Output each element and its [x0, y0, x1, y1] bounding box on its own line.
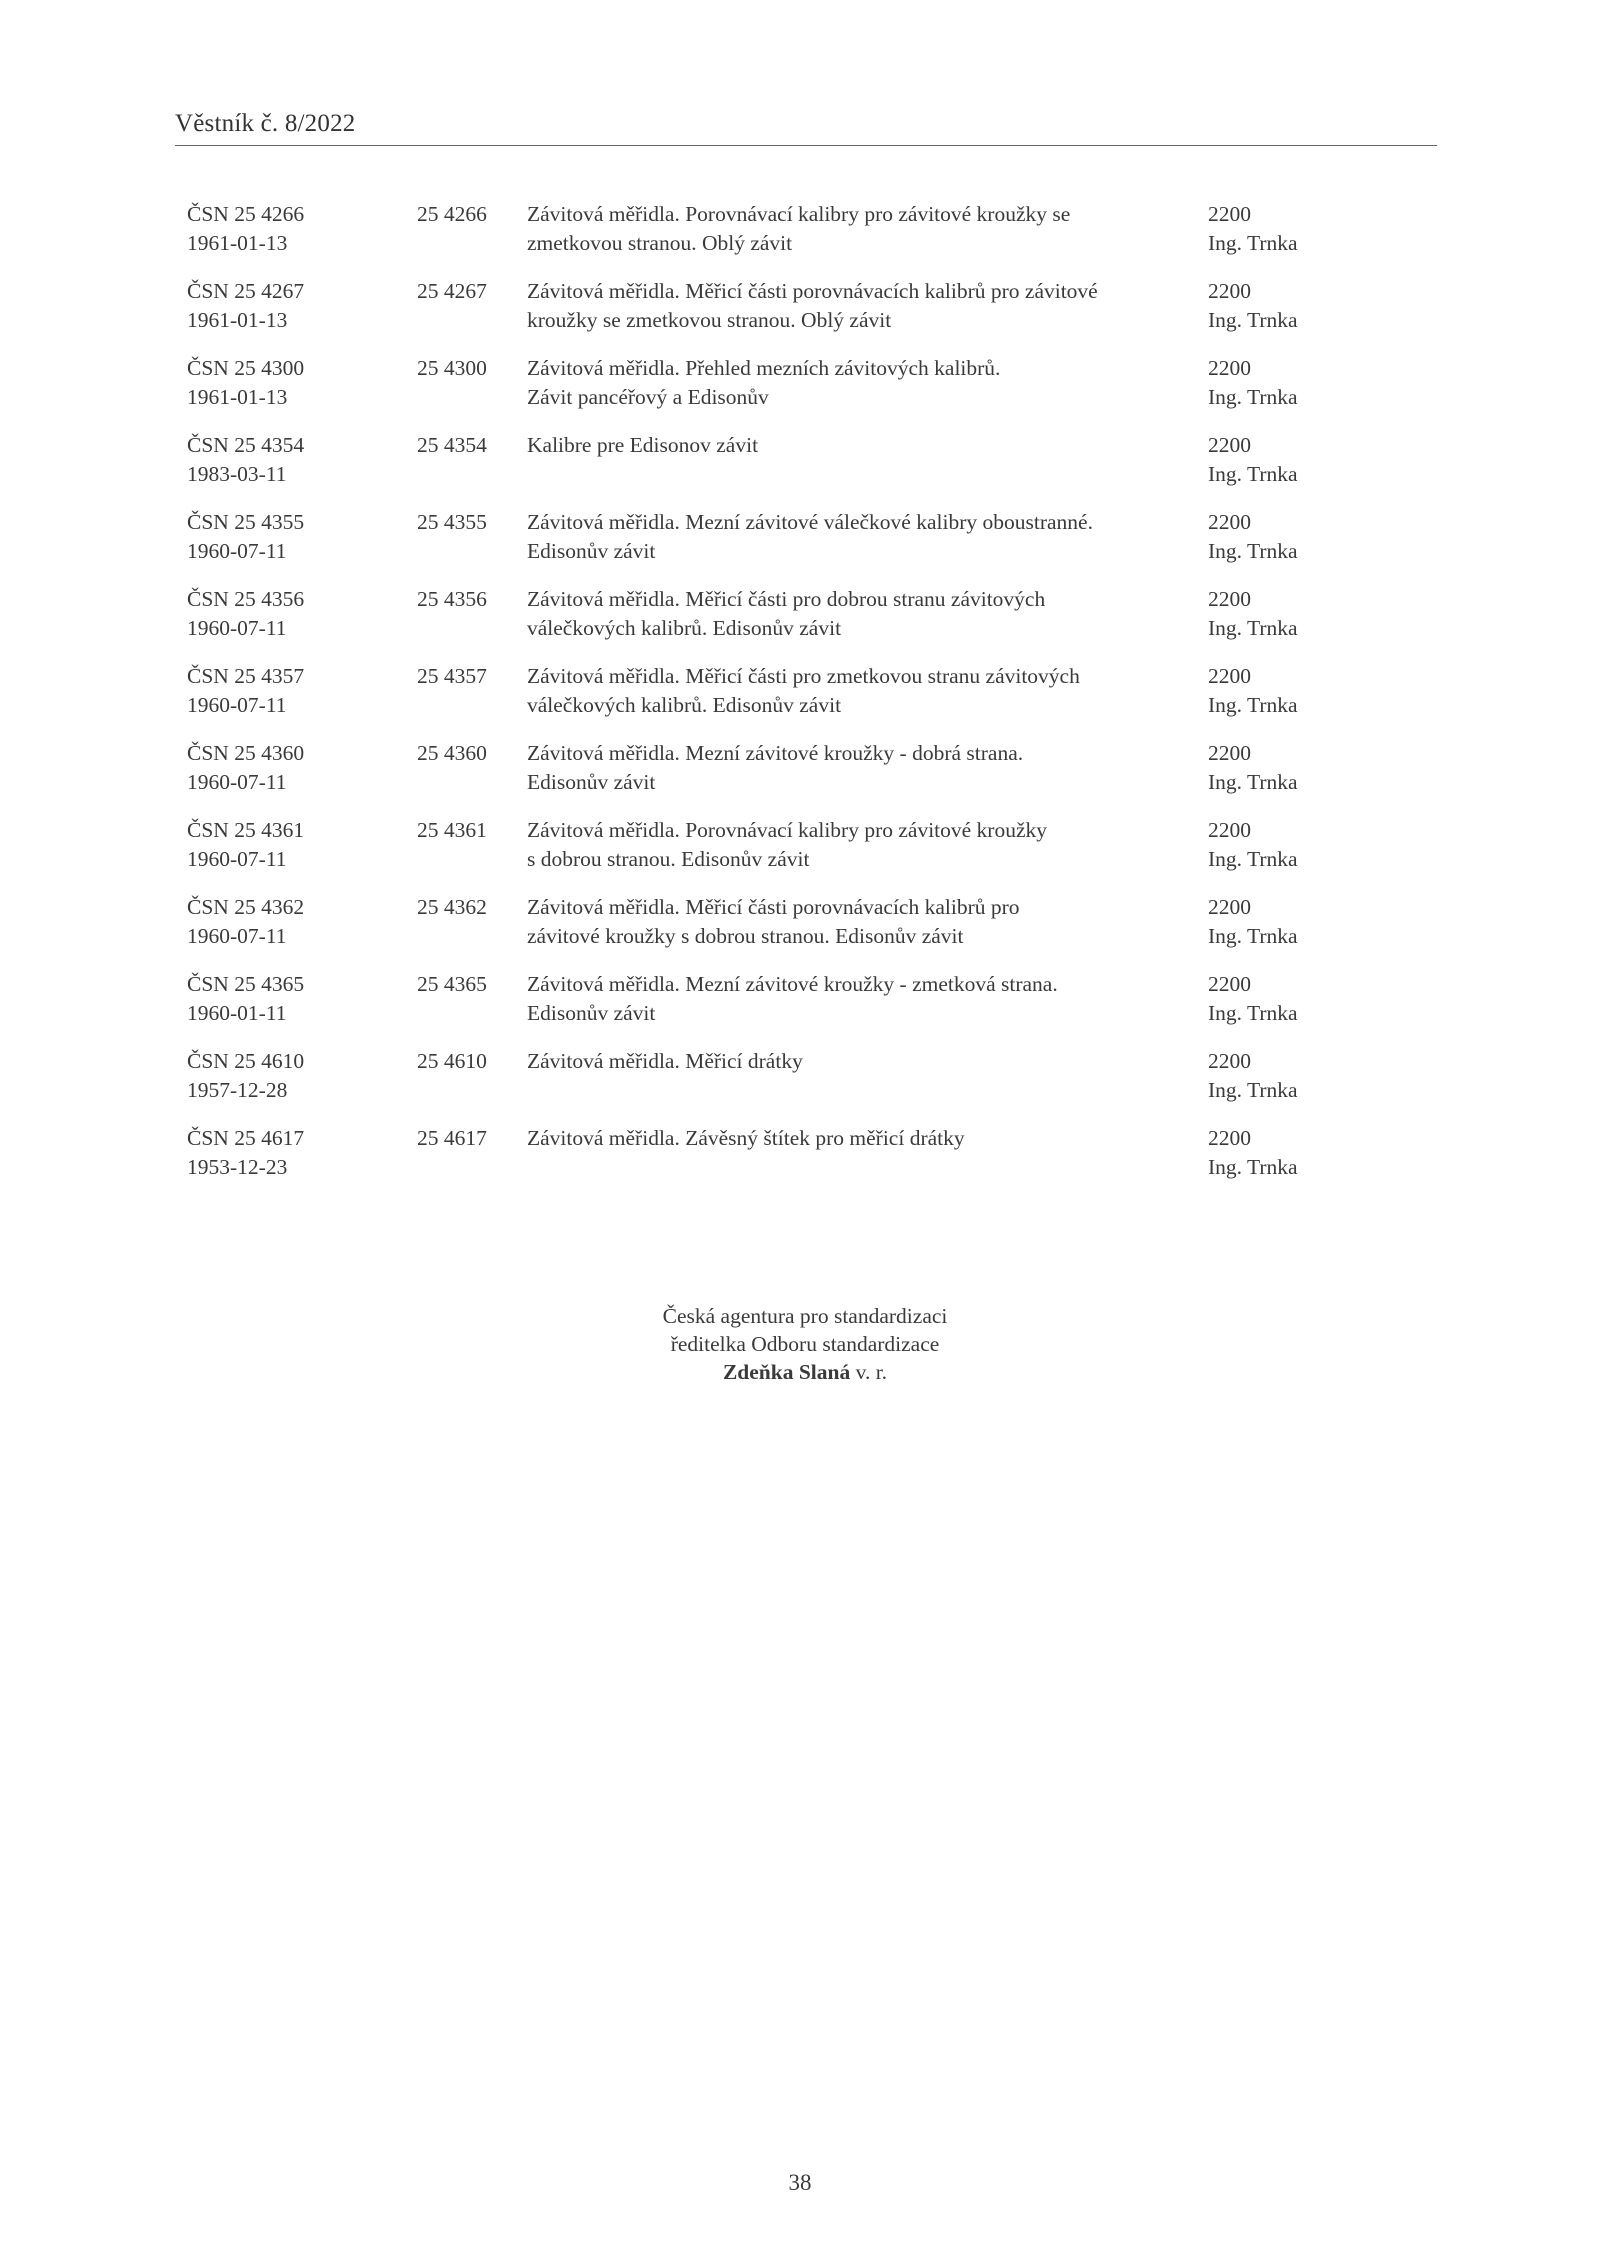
standard-code: ČSN 25 4267 [187, 279, 305, 303]
standard-code: ČSN 25 4360 [187, 741, 305, 765]
standard-title-line: válečkových kalibrů. Edisonův závit [527, 616, 842, 640]
table-row [187, 277, 1337, 354]
standard-person: Ing. Trnka [1208, 385, 1298, 409]
standard-title-line: Závitová měřidla. Měřicí části pro dobrou stranu závitových [527, 587, 1046, 611]
standard-meta-cell [1208, 970, 1318, 1028]
standard-value: 2200 [1208, 356, 1251, 380]
standard-number: 25 4610 [417, 1049, 487, 1073]
standard-title-cell [527, 739, 1207, 797]
standard-title-line: s dobrou stranou. Edisonův závit [527, 847, 810, 871]
standard-id-cell [187, 1047, 407, 1105]
standard-number-cell [417, 354, 512, 383]
standard-title-cell [527, 893, 1207, 951]
standard-title-line: Závitová měřidla. Závěsný štítek pro měřicí drátky [527, 1126, 965, 1150]
table-row [187, 431, 1337, 508]
standard-date: 1960-07-11 [187, 924, 287, 948]
standard-person: Ing. Trnka [1208, 924, 1298, 948]
table-row [187, 354, 1337, 431]
standard-date: 1960-07-11 [187, 847, 287, 871]
standard-person: Ing. Trnka [1208, 308, 1298, 332]
standard-title-line: Edisonův závit [527, 539, 656, 563]
standard-number-cell [417, 1124, 512, 1153]
page-header: Věstník č. 8/2022 [175, 110, 356, 137]
standard-title-cell [527, 277, 1207, 335]
standard-title-line: Závitová měřidla. Měřicí části pro zmetkovou stranu závitových [527, 664, 1080, 688]
standard-date: 1960-07-11 [187, 616, 287, 640]
standard-person: Ing. Trnka [1208, 770, 1298, 794]
standard-date: 1953-12-23 [187, 1155, 288, 1179]
table-row [187, 816, 1337, 893]
standard-value: 2200 [1208, 818, 1251, 842]
standards-list [187, 200, 1337, 1201]
standard-number-cell [417, 585, 512, 614]
standard-meta-cell [1208, 277, 1318, 335]
standard-person: Ing. Trnka [1208, 693, 1298, 717]
standard-number-cell [417, 970, 512, 999]
standard-date: 1960-07-11 [187, 693, 287, 717]
standard-code: ČSN 25 4356 [187, 587, 305, 611]
standard-id-cell [187, 970, 407, 1028]
standard-title-line: Závitová měřidla. Mezní závitové kroužky - zmetková strana. [527, 972, 1058, 996]
standard-date: 1960-07-11 [187, 539, 287, 563]
table-row [187, 1124, 1337, 1201]
standard-title-cell [527, 508, 1207, 566]
standard-meta-cell [1208, 662, 1318, 720]
standard-number: 25 4267 [417, 279, 487, 303]
standard-code: ČSN 25 4266 [187, 202, 305, 226]
standard-number-cell [417, 893, 512, 922]
standard-number: 25 4355 [417, 510, 487, 534]
standard-title-line: Kalibre pre Edisonov závit [527, 433, 759, 457]
standard-code: ČSN 25 4365 [187, 972, 305, 996]
standard-person: Ing. Trnka [1208, 462, 1298, 486]
standard-number: 25 4361 [417, 818, 487, 842]
standard-title-cell [527, 662, 1207, 720]
standard-code: ČSN 25 4355 [187, 510, 305, 534]
standard-number: 25 4360 [417, 741, 487, 765]
standard-number-cell [417, 816, 512, 845]
table-row [187, 585, 1337, 662]
standard-value: 2200 [1208, 433, 1251, 457]
standard-value: 2200 [1208, 1126, 1251, 1150]
standard-title-cell [527, 585, 1207, 643]
standard-code: ČSN 25 4361 [187, 818, 305, 842]
standard-title-cell [527, 200, 1207, 258]
standard-meta-cell [1208, 1047, 1318, 1105]
standard-number: 25 4300 [417, 356, 487, 380]
standard-title-line: Závitová měřidla. Mezní závitové kroužky - dobrá strana. [527, 741, 1024, 765]
standard-title-cell [527, 431, 1207, 460]
standard-number-cell [417, 739, 512, 768]
standard-id-cell [187, 277, 407, 335]
standard-value: 2200 [1208, 972, 1251, 996]
standard-meta-cell [1208, 739, 1318, 797]
standard-value: 2200 [1208, 202, 1251, 226]
table-row [187, 1047, 1337, 1124]
table-row [187, 200, 1337, 277]
page-number: 38 [788, 2170, 812, 2195]
standard-code: ČSN 25 4617 [187, 1126, 305, 1150]
standard-title-cell [527, 816, 1207, 874]
standard-title-line: Závitová měřidla. Porovnávací kalibry pro závitové kroužky se [527, 202, 1071, 226]
standard-number-cell [417, 277, 512, 306]
standard-title-line: Závitová měřidla. Měřicí drátky [527, 1049, 803, 1073]
signature-name: Zdeňka Slaná [722, 1360, 851, 1384]
standard-id-cell [187, 431, 407, 489]
standard-number: 25 4362 [417, 895, 487, 919]
standard-code: ČSN 25 4362 [187, 895, 305, 919]
standard-date: 1961-01-13 [187, 308, 288, 332]
standard-title-line: kroužky se zmetkovou stranou. Oblý závit [527, 308, 892, 332]
table-row [187, 662, 1337, 739]
standard-value: 2200 [1208, 895, 1251, 919]
standard-meta-cell [1208, 508, 1318, 566]
standard-code: ČSN 25 4300 [187, 356, 305, 380]
standard-id-cell [187, 585, 407, 643]
standard-title-cell [527, 970, 1207, 1028]
standard-title-cell [527, 1047, 1207, 1076]
standard-person: Ing. Trnka [1208, 1155, 1298, 1179]
standard-date: 1960-01-11 [187, 1001, 287, 1025]
standard-id-cell [187, 508, 407, 566]
signature-block [600, 1302, 1010, 1386]
standard-value: 2200 [1208, 1049, 1251, 1073]
standard-number: 25 4365 [417, 972, 487, 996]
standard-id-cell [187, 1124, 407, 1182]
standard-value: 2200 [1208, 741, 1251, 765]
standard-number-cell [417, 1047, 512, 1076]
standard-id-cell [187, 893, 407, 951]
standard-number: 25 4266 [417, 202, 487, 226]
signature-role: ředitelka Odboru standardizace [670, 1332, 940, 1356]
standard-person: Ing. Trnka [1208, 1001, 1298, 1025]
standard-title-line: válečkových kalibrů. Edisonův závit [527, 693, 842, 717]
standard-title-line: Edisonův závit [527, 1001, 656, 1025]
standard-title-cell [527, 1124, 1207, 1153]
standard-date: 1983-03-11 [187, 462, 287, 486]
standard-title-line: Závit pancéřový a Edisonův [527, 385, 769, 409]
signature-organization: Česká agentura pro standardizaci [662, 1304, 948, 1328]
standard-code: ČSN 25 4354 [187, 433, 305, 457]
standard-number: 25 4354 [417, 433, 487, 457]
standard-meta-cell [1208, 816, 1318, 874]
standard-meta-cell [1208, 1124, 1318, 1182]
standard-person: Ing. Trnka [1208, 616, 1298, 640]
standard-title-line: Závitová měřidla. Měřicí části porovnávacích kalibrů pro [527, 895, 1020, 919]
standard-meta-cell [1208, 893, 1318, 951]
standard-meta-cell [1208, 585, 1318, 643]
standard-date: 1961-01-13 [187, 385, 288, 409]
standard-number: 25 4617 [417, 1126, 487, 1150]
standard-id-cell [187, 816, 407, 874]
standard-value: 2200 [1208, 587, 1251, 611]
standard-id-cell [187, 739, 407, 797]
standard-title-line: Závitová měřidla. Přehled mezních závitových kalibrů. [527, 356, 1001, 380]
standard-number-cell [417, 662, 512, 691]
signature-suffix: v. r. [850, 1360, 888, 1384]
standard-number-cell [417, 431, 512, 460]
standard-title-line: Závitová měřidla. Mezní závitové válečkové kalibry oboustranné. [527, 510, 1093, 534]
standard-date: 1957-12-28 [187, 1078, 288, 1102]
header-divider [175, 145, 1437, 146]
standard-number-cell [417, 508, 512, 537]
standard-title-line: závitové kroužky s dobrou stranou. Edisonův závit [527, 924, 964, 948]
standard-id-cell [187, 354, 407, 412]
standard-title-cell [527, 354, 1207, 412]
standard-value: 2200 [1208, 279, 1251, 303]
table-row [187, 508, 1337, 585]
standard-date: 1960-07-11 [187, 770, 287, 794]
standard-person: Ing. Trnka [1208, 1078, 1298, 1102]
table-row [187, 739, 1337, 816]
standard-meta-cell [1208, 200, 1318, 258]
standard-title-line: zmetkovou stranou. Oblý závit [527, 231, 793, 255]
standard-code: ČSN 25 4357 [187, 664, 305, 688]
standard-number: 25 4356 [417, 587, 487, 611]
standard-person: Ing. Trnka [1208, 539, 1298, 563]
table-row [187, 970, 1337, 1047]
standard-meta-cell [1208, 431, 1318, 489]
signature-signer [600, 1358, 1010, 1386]
standard-title-line: Závitová měřidla. Měřicí části porovnávacích kalibrů pro závitové [527, 279, 1098, 303]
standard-value: 2200 [1208, 664, 1251, 688]
standard-value: 2200 [1208, 510, 1251, 534]
standard-person: Ing. Trnka [1208, 231, 1298, 255]
standard-meta-cell [1208, 354, 1318, 412]
standard-person: Ing. Trnka [1208, 847, 1298, 871]
standard-code: ČSN 25 4610 [187, 1049, 305, 1073]
standard-title-line: Edisonův závit [527, 770, 656, 794]
standard-number-cell [417, 200, 512, 229]
standard-id-cell [187, 662, 407, 720]
standard-date: 1961-01-13 [187, 231, 288, 255]
standard-title-line: Závitová měřidla. Porovnávací kalibry pro závitové kroužky [527, 818, 1048, 842]
standard-id-cell [187, 200, 407, 258]
standard-number: 25 4357 [417, 664, 487, 688]
table-row [187, 893, 1337, 970]
